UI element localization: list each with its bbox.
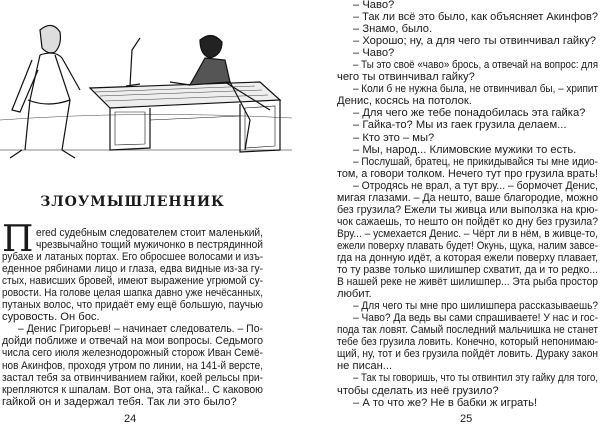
page-number: 25 [460,413,473,425]
text-line [337,35,598,47]
text-line [337,144,598,156]
text-line [337,360,598,372]
text-line [337,348,598,360]
text-line [337,59,598,71]
text-line-content: путаных волос, что придаёт ему ещё большую, паучью [2,299,263,312]
text-line-content: – Знамо, было. [353,23,433,36]
text-line-content: гайкой он и задержал тебя. Так ли это было? [2,395,237,408]
text-line [337,107,598,119]
text-line-content: – Так ли всё это было, как объясняет Акинфов? [353,11,598,24]
text-line-content: застал тебя за отвинчиванием гайки, коей рельсы при- [2,371,263,384]
text-line-content: – Коли б не нужна была, не отвинчивал бы, – хрипит [353,83,598,96]
text-line-content: ровости. На голове целая шапка давно уже нечёсанных, [2,287,263,300]
text-line-content: щий, ну, тот и без грузила пойдёт ловить. Дураку закон [337,348,598,361]
text-line [337,240,598,252]
text-line [337,192,598,204]
text-line-content: тебе без грузила ловить. Конечно, который непонимаю- [337,336,598,349]
text-line-content: мигая глазами. – Да нешто, ваше благородие, можно [337,191,598,204]
text-line-content: Вру... – усмехается Денис. – Чёрт ли в нём, в живце-то, [337,227,598,240]
text-line [2,335,263,347]
text-line [2,239,263,251]
text-line [337,168,598,180]
text-line [2,275,263,287]
text-line [337,180,598,192]
text-line-content: – Послушай, братец, не прикидывайся ты мне идио- [353,155,598,168]
text-line [337,228,598,240]
text-line-content: – Отродясь не врал, а тут вру... – бормочет Денис, [353,179,598,192]
text-line-content: чок сажаешь, то нешто он пойдёт ко дну без грузила? [337,215,598,228]
text-line [337,288,598,300]
text-line-content: – Чаво? Да ведь вы сами спрашиваете! У нас и гос- [353,312,598,325]
text-line-content: – Так ты говоришь, что ты отвинтил эту гайку для того, [353,372,598,385]
text-line [337,276,598,288]
page-number: 24 [124,413,137,425]
text-line-content: стых, нависших бровей, имеют выражение угрюмой су- [2,275,263,288]
right-page [300,0,600,435]
text-line-content: то ту разве только шилишпер схватит, да и то редко... [337,264,598,277]
text-line-content: пода так ловят. Самый последний мальчишка не станет [337,324,598,337]
text-line-content: – Ты это своё «чаво» брось, а отвечай на вопрос: для [353,59,598,72]
text-line [337,156,598,168]
text-line [337,324,598,336]
text-line-content: том, а говори толком. Нечего тут про грузила врать! [337,167,598,180]
text-line-content: чего ты отвинчивал гайку? [337,71,475,84]
text-line-content: крепляются к шпалам. Вот она, эта гайка!.. С каковою [2,383,263,396]
text-line [2,227,263,239]
text-line [337,385,598,397]
text-line-content: – Чаво? [353,0,395,11]
text-line [337,372,598,384]
text-line [2,360,263,372]
text-line [2,323,263,335]
text-line-content: без грузила? Ежели ты живца или выползка на крю- [337,203,598,216]
drop-cap: П [2,219,34,260]
text-line-content: рубахе и латаных портах. Его обросшее волосами и изъ- [2,251,263,264]
text-line-content: – Для чего ты мне про шилишпера рассказываешь? [353,300,598,313]
text-line [2,372,263,384]
text-line-content: В нашей реке не живёт шилишпер... Эта рыба простор [337,276,598,289]
text-line [2,347,263,359]
text-line [337,264,598,276]
text-line-content: нов Акинфов, проходя утром по линии, на 141-й версте, [2,359,263,372]
text-line [337,0,598,11]
text-line-content: чрезвычайно тощий мужичонко в пестрядинной [36,239,263,252]
text-line-content: – Гайка-то? Мы из гаек грузила делаем... [353,119,567,132]
text-line [337,397,598,409]
text-line [2,263,263,275]
text-line-content: – Денис Григорьев! – начинает следователь. – По- [18,323,263,336]
text-line [2,384,263,396]
text-line [337,119,598,131]
text-line [2,396,263,408]
text-line-content: суровость. Он бос. [2,311,100,324]
chapter-title: ЗЛОУМЫШЛЕННИК [40,194,225,210]
text-line-content: – Мы, народ... Климовские мужики то есть. [353,143,577,156]
text-line-content: Денис, косясь на потолок. [337,95,472,108]
text-line [337,336,598,348]
left-page-text [2,219,263,408]
text-line-content: ered судебным следователем стоит маленький, [36,227,263,239]
text-line-content: чтобы сделать из неё грузило? [337,384,499,397]
text-line [337,95,598,107]
text-line [2,299,263,311]
text-line-content: еденное рябинами лицо и глаза, едва видные из-за гу- [2,263,263,276]
text-line [337,47,598,59]
text-line-content: – А то что же? Не в бабки ж играть! [353,396,538,409]
text-line-content: – Чаво? [353,47,395,60]
text-line-content: – Кто это – мы? [353,131,435,144]
illustration-interrogation-scene [0,0,292,168]
right-page-text [337,0,598,409]
text-line [337,312,598,324]
text-line-content: дойди поближе и отвечай на мои вопросы. Седьмого [2,335,263,348]
text-line [337,83,598,95]
text-line [337,23,598,35]
text-line [2,251,263,263]
text-line-content: не писан... [337,360,393,373]
text-line-content: – Хорошо; ну, а для чего ты отвинчивал гайку? [353,35,597,48]
text-line-content: любит. [337,288,372,301]
text-line [2,287,263,299]
text-line [337,204,598,216]
text-line-content: числа сего июля железнодорожный сторож Иван Семё- [2,347,263,360]
text-line-content: гда на донную идёт, а которая ежели поверху плавает, [337,251,598,264]
text-line [2,311,263,323]
text-line [337,71,598,83]
text-line [337,252,598,264]
text-line [337,132,598,144]
text-line [337,11,598,23]
text-line-content: ежели поверху плавать будет! Окунь, щука, налим завсе- [337,239,598,252]
text-line [337,216,598,228]
text-line [337,300,598,312]
text-line-content: – Для чего же тебе понадобилась эта гайка? [353,107,586,120]
